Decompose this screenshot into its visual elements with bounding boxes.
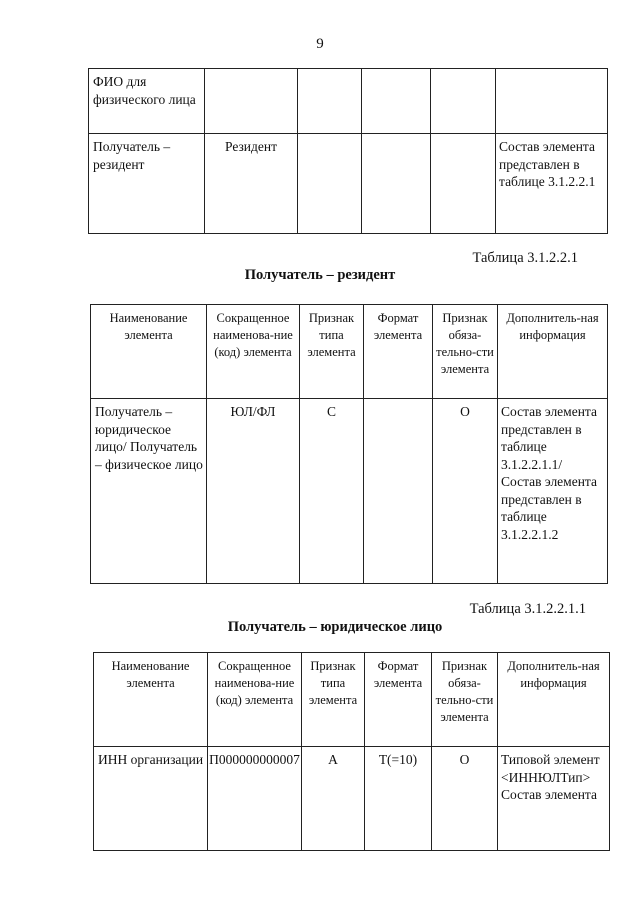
element-info-cell: Типовой элемент <ИННЮЛТип> Состав элемента — [498, 747, 610, 851]
table-row — [91, 399, 608, 584]
element-format-cell — [362, 69, 431, 134]
element-code-cell: П000000000007 — [208, 747, 302, 851]
element-format-cell — [362, 134, 431, 234]
header-info: Дополнитель-ная информация — [498, 653, 610, 747]
table-row — [94, 747, 610, 851]
element-info-cell — [496, 69, 608, 134]
element-info-cell: Состав элемента представлен в таблице 3.1.2.2.1 — [496, 134, 608, 234]
element-required-cell: О — [432, 747, 498, 851]
element-name-cell: Получатель – резидент — [89, 134, 205, 234]
header-info: Дополнитель-ная информация — [498, 305, 608, 399]
element-code-cell: Резидент — [205, 134, 298, 234]
table-3-title: Получатель – юридическое лицо — [227, 619, 443, 635]
element-type-cell: С — [300, 399, 364, 584]
header-code: Сокращенное наименова-ние (код) элемента — [208, 653, 302, 747]
header-type: Признак типа элемента — [300, 305, 364, 399]
table-3 — [93, 652, 610, 851]
table-2 — [90, 304, 608, 584]
header-required: Признак обяза-тельно-сти элемента — [432, 653, 498, 747]
table-2-title: Получатель – резидент — [244, 267, 396, 283]
table-row — [89, 69, 608, 134]
header-type: Признак типа элемента — [302, 653, 365, 747]
element-type-cell — [298, 134, 362, 234]
header-name: Наименование элемента — [91, 305, 207, 399]
table-2-caption: Таблица 3.1.2.2.1 — [472, 250, 578, 266]
element-required-cell: О — [433, 399, 498, 584]
element-type-cell — [298, 69, 362, 134]
element-required-cell — [431, 69, 496, 134]
element-format-cell: T(=10) — [365, 747, 432, 851]
table-header-row — [91, 305, 608, 399]
header-format: Формат элемента — [365, 653, 432, 747]
header-format: Формат элемента — [364, 305, 433, 399]
header-code: Сокращенное наименова-ние (код) элемента — [207, 305, 300, 399]
page-number: 9 — [316, 36, 324, 52]
table-3-caption: Таблица 3.1.2.2.1.1 — [469, 601, 586, 617]
element-name-cell: Получатель – юридическое лицо/ Получатель – физическое лицо — [91, 399, 207, 584]
element-name-cell: ФИО для физического лица — [89, 69, 205, 134]
element-format-cell — [364, 399, 433, 584]
element-info-cell: Состав элемента представлен в таблице 3.1.2.2.1.1/ Состав элемента представлен в таблице 3.1.2.2.1.2 — [498, 399, 608, 584]
element-name-cell: ИНН организации — [94, 747, 208, 851]
element-code-cell — [205, 69, 298, 134]
header-required: Признак обяза-тельно-сти элемента — [433, 305, 498, 399]
element-required-cell — [431, 134, 496, 234]
header-name: Наименование элемента — [94, 653, 208, 747]
element-code-cell: ЮЛ/ФЛ — [207, 399, 300, 584]
table-header-row — [94, 653, 610, 747]
element-type-cell: А — [302, 747, 365, 851]
table-1 — [88, 68, 608, 234]
table-row — [89, 134, 608, 234]
